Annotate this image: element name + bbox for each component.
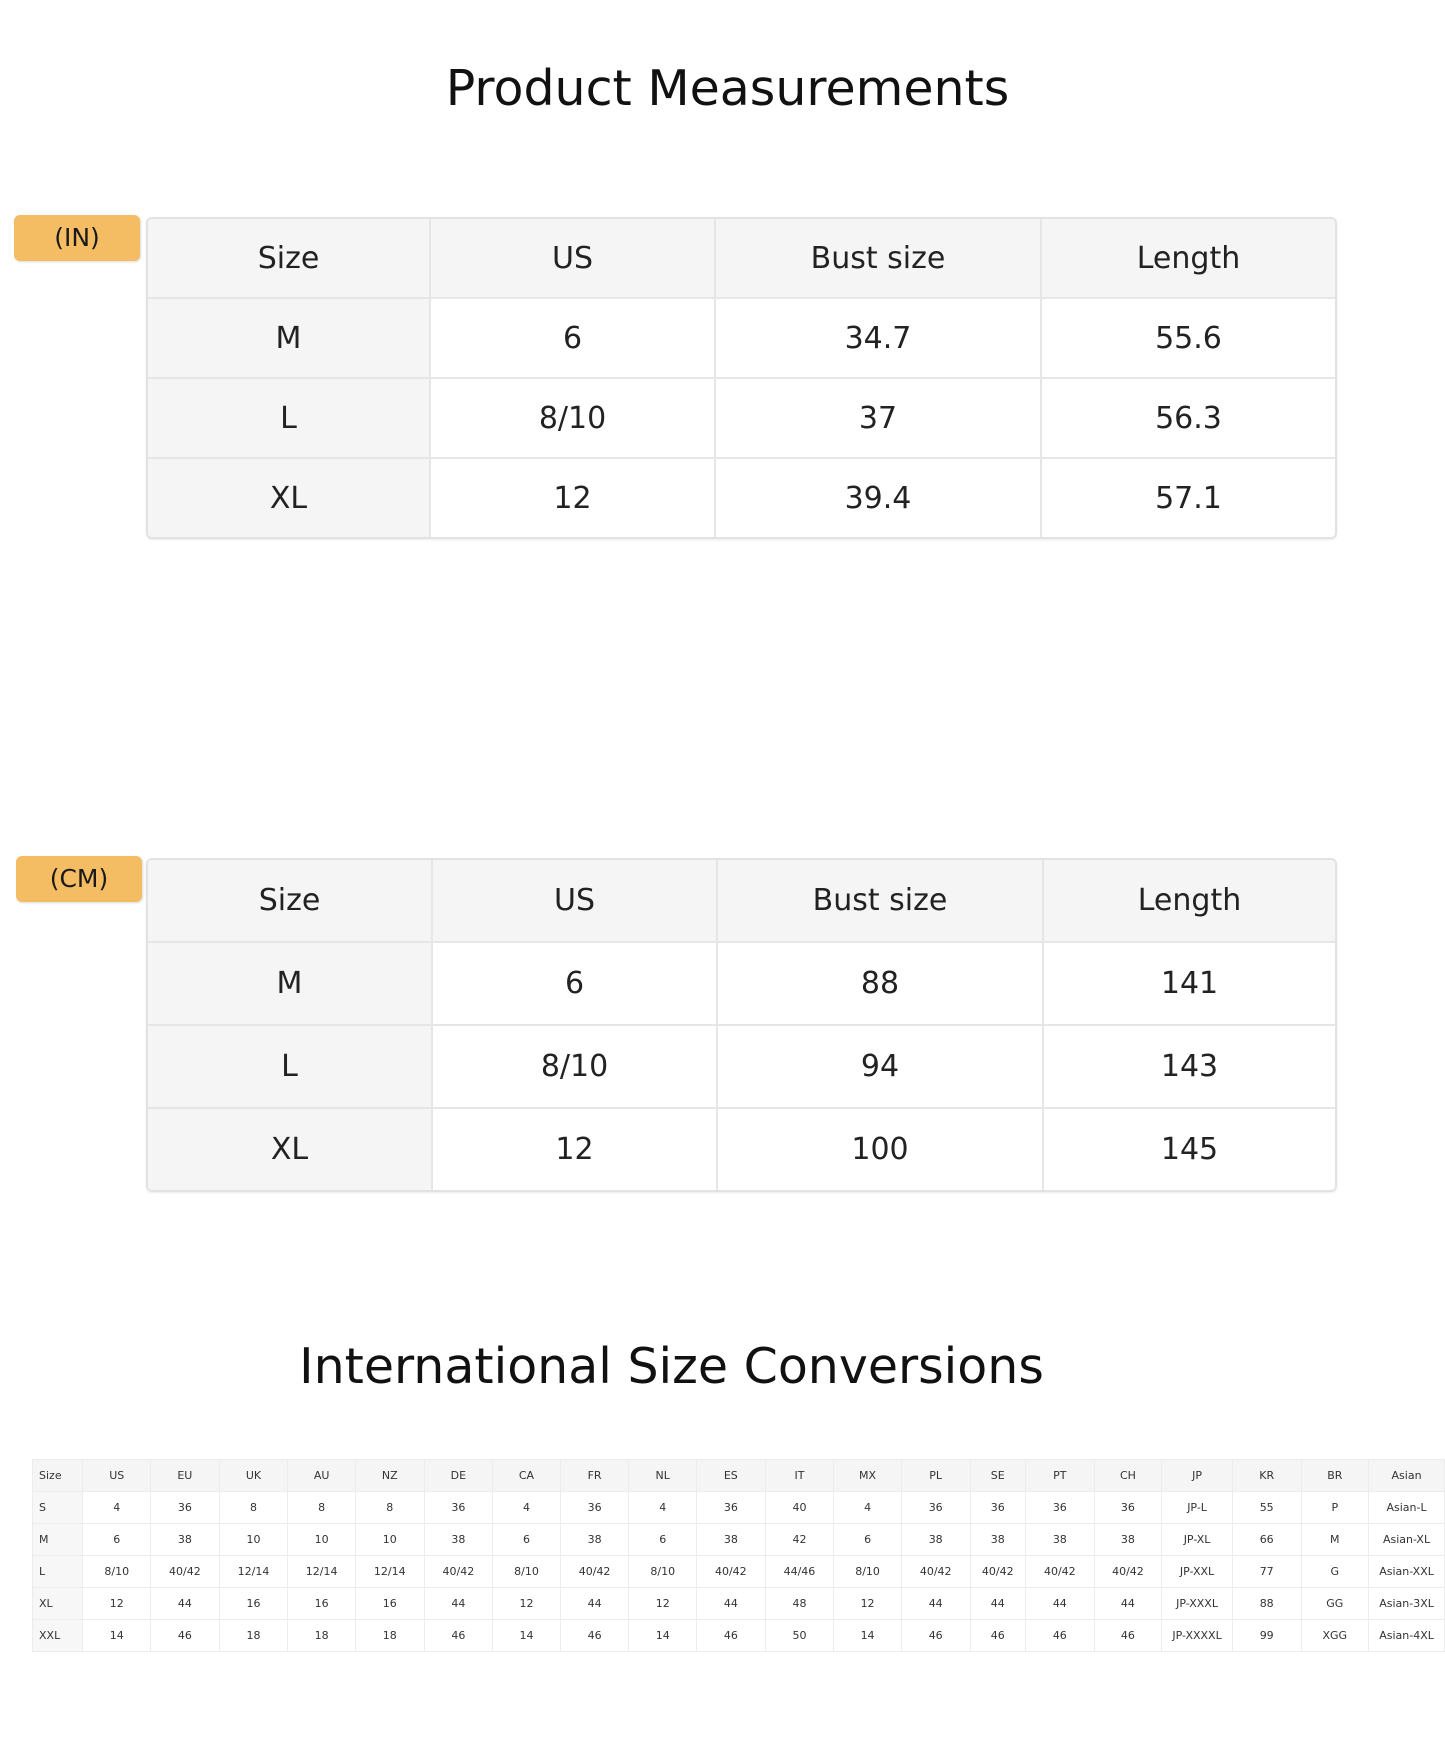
cell-asian: Asian-L (1369, 1492, 1445, 1524)
cell-it: 44/46 (765, 1556, 834, 1588)
measurements-table-inches (146, 217, 1337, 539)
header-se: SE (970, 1460, 1026, 1492)
cell-ch: 38 (1094, 1524, 1162, 1556)
cell-ca: 6 (493, 1524, 561, 1556)
cell-nz: 12/14 (355, 1556, 424, 1588)
cell-length: 55.6 (1042, 299, 1335, 379)
cell-br: XGG (1301, 1620, 1369, 1652)
header-bust-size: Bust size (718, 860, 1044, 943)
cell-size: XL (33, 1588, 83, 1620)
header-ch: CH (1094, 1460, 1162, 1492)
cell-nz: 8 (355, 1492, 424, 1524)
cell-jp: JP-L (1162, 1492, 1233, 1524)
cell-us: 8/10 (431, 379, 716, 459)
header-size: Size (148, 860, 433, 943)
cell-nl: 8/10 (629, 1556, 697, 1588)
cell-nl: 6 (629, 1524, 697, 1556)
cell-size: XL (148, 1109, 433, 1190)
cell-ca: 8/10 (493, 1556, 561, 1588)
cell-pl: 36 (901, 1492, 970, 1524)
cell-length: 141 (1044, 943, 1335, 1026)
cell-size: L (148, 1026, 433, 1109)
cell-fr: 46 (560, 1620, 629, 1652)
cell-fr: 38 (560, 1524, 629, 1556)
cell-it: 40 (765, 1492, 834, 1524)
cell-uk: 16 (219, 1588, 288, 1620)
cell-asian: Asian-4XL (1369, 1620, 1445, 1652)
cell-mx: 6 (834, 1524, 902, 1556)
cell-au: 16 (288, 1588, 356, 1620)
table-row (33, 1524, 1445, 1556)
cell-se: 36 (970, 1492, 1026, 1524)
cell-us: 8/10 (433, 1026, 718, 1109)
cell-uk: 18 (219, 1620, 288, 1652)
cell-eu: 40/42 (151, 1556, 220, 1588)
cell-es: 46 (697, 1620, 766, 1652)
cell-length: 56.3 (1042, 379, 1335, 459)
cell-es: 36 (697, 1492, 766, 1524)
cell-de: 36 (424, 1492, 493, 1524)
header-pl: PL (901, 1460, 970, 1492)
header-asian: Asian (1369, 1460, 1445, 1492)
cell-ch: 36 (1094, 1492, 1162, 1524)
cell-de: 46 (424, 1620, 493, 1652)
unit-tag-inches: (IN) (14, 215, 140, 261)
cell-asian: Asian-3XL (1369, 1588, 1445, 1620)
header-es: ES (697, 1460, 766, 1492)
cell-eu: 44 (151, 1588, 220, 1620)
header-mx: MX (834, 1460, 902, 1492)
cell-br: G (1301, 1556, 1369, 1588)
header-us: US (431, 219, 716, 299)
cell-length: 57.1 (1155, 480, 1222, 516)
header-us: US (83, 1460, 151, 1492)
cell-us: 6 (431, 299, 716, 379)
cell-pl: 44 (901, 1588, 970, 1620)
cell-se: 46 (970, 1620, 1026, 1652)
cell-mx: 12 (834, 1588, 902, 1620)
cell-size: XL (148, 459, 431, 537)
cell-mx: 14 (834, 1620, 902, 1652)
table-row (33, 1620, 1445, 1652)
header-jp: JP (1162, 1460, 1233, 1492)
table-row (148, 459, 1335, 537)
header-size: Size (33, 1460, 83, 1492)
cell-nl: 12 (629, 1588, 697, 1620)
header-kr: KR (1232, 1460, 1301, 1492)
cell-br: P (1301, 1492, 1369, 1524)
header-uk: UK (219, 1460, 288, 1492)
cell-nz: 16 (355, 1588, 424, 1620)
cell-pl: 38 (901, 1524, 970, 1556)
cell-jp: JP-XXL (1162, 1556, 1233, 1588)
cell-size: M (148, 299, 431, 379)
cell-size: XXL (33, 1620, 83, 1652)
cell-asian: Asian-XL (1369, 1524, 1445, 1556)
table-row (33, 1588, 1445, 1620)
cell-es: 38 (697, 1524, 766, 1556)
cell-kr: 88 (1232, 1588, 1301, 1620)
cell-eu: 46 (151, 1620, 220, 1652)
cell-br: M (1301, 1524, 1369, 1556)
table-row (148, 1026, 1335, 1109)
header-br: BR (1301, 1460, 1369, 1492)
table-row (148, 943, 1335, 1026)
cell-size: M (33, 1524, 83, 1556)
cell-eu: 38 (151, 1524, 220, 1556)
cell-us: 14 (83, 1620, 151, 1652)
header-bust-size: Bust size (716, 219, 1042, 299)
table-row (33, 1492, 1445, 1524)
cell-kr: 55 (1232, 1492, 1301, 1524)
cell-nz: 10 (355, 1524, 424, 1556)
cell-jp: JP-XXXL (1162, 1588, 1233, 1620)
cell-es: 40/42 (697, 1556, 766, 1588)
cell-asian: Asian-XXL (1369, 1556, 1445, 1588)
cell-au: 10 (288, 1524, 356, 1556)
cell-it: 42 (765, 1524, 834, 1556)
cell-bust: 88 (718, 943, 1044, 1026)
cell-us: 6 (83, 1524, 151, 1556)
cell-bust: 100 (718, 1109, 1044, 1190)
table-header-row (148, 860, 1335, 943)
header-us: US (433, 860, 718, 943)
header-size: Size (148, 219, 431, 299)
cell-us: 12 (433, 1109, 718, 1190)
cell-ch: 40/42 (1094, 1556, 1162, 1588)
header-pt: PT (1026, 1460, 1095, 1492)
cell-pt: 36 (1026, 1492, 1095, 1524)
cell-ca: 4 (493, 1492, 561, 1524)
cell-us: 8/10 (83, 1556, 151, 1588)
header-nz: NZ (355, 1460, 424, 1492)
cell-fr: 40/42 (560, 1556, 629, 1588)
cell-de: 44 (424, 1588, 493, 1620)
cell-nl: 4 (629, 1492, 697, 1524)
cell-it: 48 (765, 1588, 834, 1620)
cell-nl: 14 (629, 1620, 697, 1652)
cell-uk: 8 (219, 1492, 288, 1524)
table-header-row (33, 1460, 1445, 1492)
cell-size: M (148, 943, 433, 1026)
cell-uk: 10 (219, 1524, 288, 1556)
cell-se: 44 (970, 1588, 1026, 1620)
cell-fr: 44 (560, 1588, 629, 1620)
cell-mx: 4 (834, 1492, 902, 1524)
cell-pt: 38 (1026, 1524, 1095, 1556)
cell-pt: 46 (1026, 1620, 1095, 1652)
table-row (148, 379, 1335, 459)
size-conversion-table (32, 1459, 1445, 1652)
cell-mx: 8/10 (834, 1556, 902, 1588)
header-eu: EU (151, 1460, 220, 1492)
cell-ch: 44 (1094, 1588, 1162, 1620)
cell-se: 38 (970, 1524, 1026, 1556)
cell-us: 12 (431, 459, 716, 537)
header-it: IT (765, 1460, 834, 1492)
cell-ch: 46 (1094, 1620, 1162, 1652)
cell-eu: 36 (151, 1492, 220, 1524)
cell-us: 12 (83, 1588, 151, 1620)
header-nl: NL (629, 1460, 697, 1492)
header-length: Length (1044, 860, 1335, 943)
header-de: DE (424, 1460, 493, 1492)
table-row (33, 1556, 1445, 1588)
cell-pl: 40/42 (901, 1556, 970, 1588)
cell-au: 12/14 (288, 1556, 356, 1588)
cell-br: GG (1301, 1588, 1369, 1620)
cell-size: S (33, 1492, 83, 1524)
cell-jp: JP-XL (1162, 1524, 1233, 1556)
cell-jp: JP-XXXXL (1162, 1620, 1233, 1652)
cell-nz: 18 (355, 1620, 424, 1652)
unit-tag-centimeters: (CM) (16, 856, 142, 902)
header-ca: CA (493, 1460, 561, 1492)
cell-au: 8 (288, 1492, 356, 1524)
cell-pt: 40/42 (1026, 1556, 1095, 1588)
cell-length: 143 (1044, 1026, 1335, 1109)
cell-ca: 12 (493, 1588, 561, 1620)
international-conversions-title: International Size Conversions (299, 1338, 1044, 1395)
cell-es: 44 (697, 1588, 766, 1620)
cell-uk: 12/14 (219, 1556, 288, 1588)
cell-length: 145 (1160, 1132, 1219, 1167)
measurements-table-centimeters (146, 858, 1337, 1192)
cell-bust: 37 (716, 379, 1042, 459)
cell-us: 6 (433, 943, 718, 1026)
cell-pt: 44 (1026, 1588, 1095, 1620)
header-fr: FR (560, 1460, 629, 1492)
cell-pl: 46 (901, 1620, 970, 1652)
cell-kr: 99 (1232, 1620, 1301, 1652)
table-row (148, 299, 1335, 379)
cell-kr: 66 (1232, 1524, 1301, 1556)
cell-kr: 77 (1232, 1556, 1301, 1588)
cell-ca: 14 (493, 1620, 561, 1652)
cell-se: 40/42 (970, 1556, 1026, 1588)
cell-us: 4 (83, 1492, 151, 1524)
header-length: Length (1042, 219, 1335, 299)
cell-bust: 39.4 (716, 459, 1042, 537)
product-measurements-title: Product Measurements (445, 60, 1010, 117)
cell-size: L (148, 379, 431, 459)
table-row (148, 1109, 1335, 1190)
table-header-row (148, 219, 1335, 299)
cell-bust: 94 (718, 1026, 1044, 1109)
cell-au: 18 (288, 1620, 356, 1652)
cell-size: L (33, 1556, 83, 1588)
header-au: AU (288, 1460, 356, 1492)
cell-de: 40/42 (424, 1556, 493, 1588)
cell-bust: 34.7 (716, 299, 1042, 379)
cell-it: 50 (765, 1620, 834, 1652)
cell-de: 38 (424, 1524, 493, 1556)
cell-fr: 36 (560, 1492, 629, 1524)
